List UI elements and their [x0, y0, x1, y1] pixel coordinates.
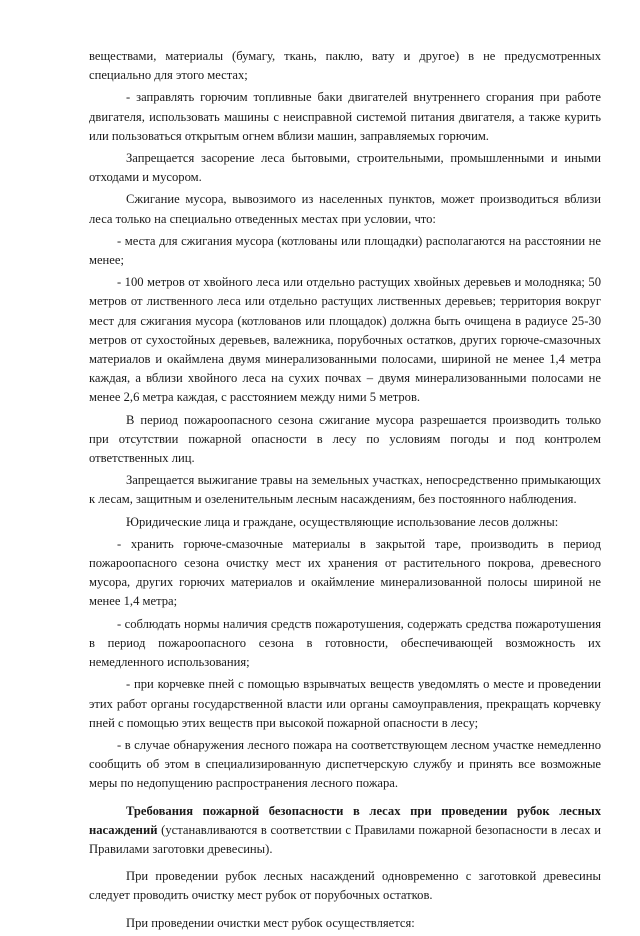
section-heading [89, 802, 601, 860]
list-item: - места для сжигания мусора (котлованы или площадки) располагаются на расстоянии не менее; [89, 233, 601, 268]
paragraph: Юридические лица и граждане, осуществляющие использование лесов должны: [126, 514, 559, 529]
list-item: - 100 метров от хвойного леса или отдельно растущих хвойных деревьев и молодняка; 50 метров от лиственного леса или отдельно растущих лиственных деревьев; территория вокруг мест для сжигания мусора (котлованов или площадок) должна быть очищена в радиусе 25-30 метров от сухостойных деревьев, валежника, порубочных остатков, других горюче-смазочных материалов и окаймлена двумя минерализованными полосами, шириной не менее 1,4 метра каждая, а вблизи хвойного леса на сухих почвах – двумя минерализованными полосами не менее 2,6 метра каждая, с расстоянием между ними 5 метров. [89, 275, 601, 405]
list-item: - соблюдать нормы наличия средств пожаротушения, содержать средства пожаротушения в период пожароопасного сезона в готовности, обеспечивающей возможность их немедленного использования; [89, 616, 601, 670]
paragraph: При проведении очистки мест рубок осуществляется: [126, 915, 415, 930]
list-item: - хранить горюче-смазочные материалы в закрытой таре, производить в период пожароопасного сезона очистку мест их хранения от растительного покрова, древесного мусора, других горючих материалов и окаймление минерализованной полосы шириной не менее 1,4 метра; [89, 536, 601, 609]
section-heading-rest: (устанавливаются в соответствии с Правилами пожарной безопасности в лесах и Правилами заготовки древесины). [89, 822, 601, 856]
list-item: - заправлять горючим топливные баки двигателей внутреннего сгорания при работе двигателя, использовать машины с неисправной системой питания двигателя, а также курить или пользоваться открытым огнем вблизи машин, заправляемых горючим. [89, 90, 601, 143]
list-item: - при корчевке пней с помощью взрывчатых веществ уведомлять о месте и проведении этих работ органы государственной власти или органы самоуправления, прекращать корчевку пней с помощью этих веществ при высокой пожарной опасности в лесу; [89, 677, 601, 730]
paragraph: веществами, материалы (бумагу, ткань, паклю, вату и другое) в не предусмотренных специально для этого местах; [89, 49, 601, 83]
section-heading-bold: Требования пожарной безопасности в лесах при проведении рубок лесных насаждений [89, 803, 601, 837]
paragraph: В период пожароопасного сезона сжигание мусора разрешается производить только при отсутствии пожарной опасности в лесу по условиям погоды и под контролем ответственных лиц. [89, 412, 601, 466]
list-item: - в случае обнаружения лесного пожара на соответствующем лесном участке немедленно сообщить об этом в специализированную диспетчерскую службу и принять все возможные меры по недопущению распространения лесного пожара. [89, 737, 601, 791]
paragraph: Сжигание мусора, вывозимого из населенных пунктов, может производиться вблизи леса только на специально отведенных местах при условии, что: [89, 192, 601, 226]
paragraph: Запрещается засорение леса бытовыми, строительными, промышленными и иными отходами и мусором. [89, 151, 601, 185]
paragraph: Запрещается выжигание травы на земельных участках, непосредственно примыкающих к лесам, защитным и озеленительным лесным насаждениям, без постоянного наблюдения. [89, 473, 601, 507]
text-column [89, 47, 601, 936]
paragraph: При проведении рубок лесных насаждений одновременно с заготовкой древесины следует проводить очистку мест рубок от порубочных остатков. [89, 869, 601, 903]
